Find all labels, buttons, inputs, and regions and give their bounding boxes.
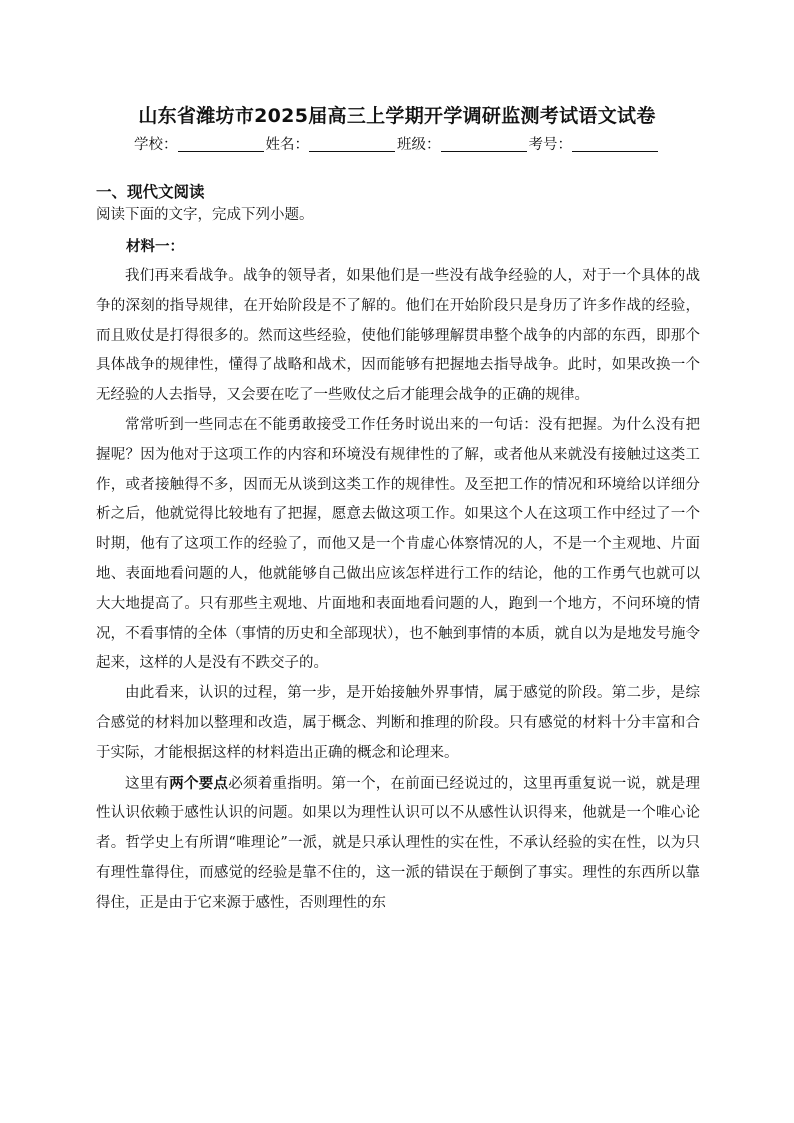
exam-number-blank[interactable] — [572, 135, 658, 152]
reading-instruction: 阅读下面的文字，完成下列小题。 — [96, 207, 314, 223]
emphasis-text: 两个要点 — [169, 774, 229, 792]
class-label: 班级： — [397, 137, 441, 153]
exam-title: 山东省潍坊市2025届高三上学期开学调研监测考试语文试卷 — [138, 105, 656, 127]
exam-number-label: 考号： — [528, 137, 572, 153]
paragraph-lead: 这里有 — [125, 775, 170, 792]
reading-passage — [96, 262, 700, 919]
class-blank[interactable] — [441, 135, 527, 152]
passage-paragraph-last — [96, 769, 700, 919]
school-blank[interactable] — [178, 135, 264, 152]
passage-paragraph: 由此看来，认识的过程，第一步，是开始接触外界事情，属于感觉的阶段。第二步，是综合感觉的材料加以整理和改造，属于概念、判断和推理的阶段。只有感觉的材料十分丰富和合于实际，才能根据这样的材料造出正确的概念和论理来。 — [96, 685, 700, 761]
passage-paragraph: 我们再来看战争。战争的领导者，如果他们是一些没有战争经验的人，对于一个具体的战争的深刻的指导规律，在开始阶段是不了解的。他们在开始阶段只是身历了许多作战的经验，而且败仗是打得很多的。然而这些经验，使他们能够理解贯串整个战争的内部的东西，即那个具体战争的规律性，懂得了战略和战术，因而能够有把握地去指导战争。此时，如果改换一个无经验的人去指导，又会要在吃了一些败仗之后才能理会战争的正确的规律。 — [96, 268, 700, 404]
name-label: 姓名： — [265, 137, 309, 153]
name-blank[interactable] — [309, 135, 395, 152]
section-heading: 一、现代文阅读 — [96, 183, 205, 201]
passage-paragraph: 常常听到一些同志在不能勇敢接受工作任务时说出来的一句话：没有把握。为什么没有把握呢？因为他对于这项工作的内容和环境没有规律性的了解，或者他从来就没有接触过这类工作，或者接触得不多，因而无从谈到这类工作的规律性。及至把工作的情况和环境给以详细分析之后，他就觉得比较地有了把握，愿意去做这项工作。如果这个人在这项工作中经过了一个时期，他有了这项工作的经验了，而他又是一个肯虚心体察情况的人，不是一个主观地、片面地、表面地看问题的人，他就能够自己做出应该怎样进行工作的结论，他的工作勇气也就可以大大地提高了。只有那些主观地、片面地和表面地看问题的人，跑到一个地方，不问环境的情况，不看事情的全体（事情的历史和全部现状），也不触到事情的本质，就自以为是地发号施令起来，这样的人是没有不跌交子的。 — [96, 416, 700, 672]
school-label: 学校： — [134, 137, 178, 153]
student-info-line — [0, 133, 794, 157]
material-label: 材料一： — [126, 239, 184, 255]
paragraph-rest: 必须着重指明。第一个，在前面已经说过的，这里再重复说一说，就是理性认识依赖于感性认识的问题。如果以为理性认识可以不从感性认识得来，他就是一个唯心论者。哲学史上有所谓“唯理论”一派，就是只承认理性的实在性，不承认经验的实在性，以为只有理性靠得住，而感觉的经验是靠不住的，这一派的错误在于颠倒了事实。理性的东西所以靠得住，正是由于它来源于感性，否则理性的东 — [96, 775, 700, 911]
